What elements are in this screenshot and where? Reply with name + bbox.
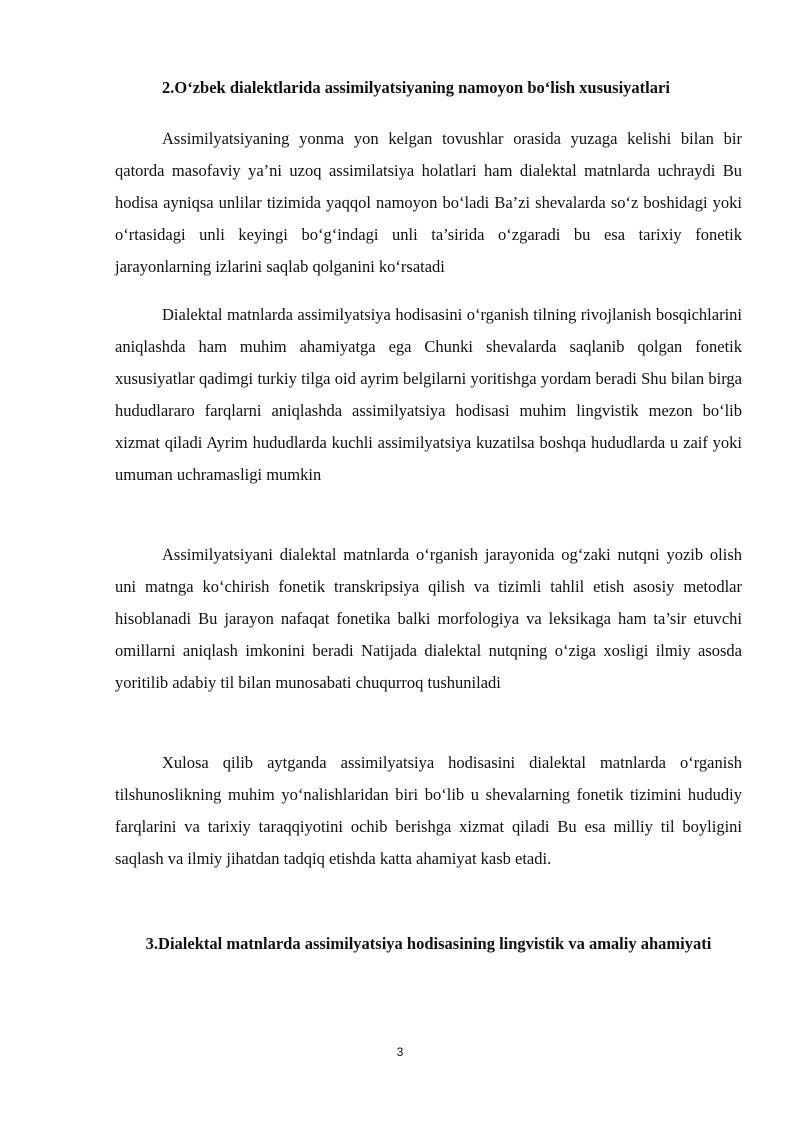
paragraph-4: Xulosa qilib aytganda assimilyatsiya hodisasini dialektal matnlarda o‘rganish tilshunoslikning muhim yo‘nalishlaridan biri bo‘lib u shevalarning fonetik tizimini hududiy farqlarini va tarixiy taraqqiyotini ochib berishga xizmat qiladi Bu esa milliy til boyligini saqlash va ilmiy jihatdan tadqiq etishda katta ahamiyat kasb etadi. xyxy=(115,753,742,868)
paragraph-1: Assimilyatsiyaning yonma yon kelgan tovushlar orasida yuzaga kelishi bilan bir qatorda masofaviy ya’ni uzoq assimilatsiya holatlari ham dialektal matnlarda uchraydi Bu hodisa ayniqsa unlilar tizimida yaqqol namoyon bo‘ladi Ba’zi shevalarda so‘z boshidagi yoki o‘rtasidagi unli keyingi bo‘g‘indagi unli ta’sirida o‘zgaradi bu esa tarixiy fonetik jarayonlarning izlarini saqlab qolganini ko‘rsatadi xyxy=(115,129,742,276)
paragraph-2: Dialektal matnlarda assimilyatsiya hodisasini o‘rganish tilning rivojlanish bosqichlarini aniqlashda ham muhim ahamiyatga ega Chunki shevalarda saqlanib qolgan fonetik xususiyatlar qadimgi turkiy tilga oid ayrim belgilarni yoritishga yordam beradi Shu bilan birga hududlararo farqlarni aniqlashda assimilyatsiya hodisasi muhim lingvistik mezon bo‘lib xizmat qiladi Ayrim hududlarda kuchli assimilyatsiya kuzatilsa boshqa hududlarda u zaif yoki umuman uchramasligi mumkin xyxy=(115,305,742,484)
section-2-heading: 2.O‘zbek dialektlarida assimilyatsiyaning namoyon bo‘lish xususiyatlari xyxy=(162,78,670,97)
section-3-heading: 3.Dialektal matnlarda assimilyatsiya hodisasining lingvistik va amaliy ahamiyati xyxy=(145,934,712,953)
page-number: 3 xyxy=(396,1045,404,1059)
paragraph-3: Assimilyatsiyani dialektal matnlarda o‘rganish jarayonida og‘zaki nutqni yozib olish uni matnga ko‘chirish fonetik transkripsiya qilish va tizimli tahlil etish asosiy metodlar hisoblanadi Bu jarayon nafaqat fonetika balki morfologiya va leksikaga ham ta’sir etuvchi omillarni aniqlash imkonini beradi Natijada dialektal nutqning o‘ziga xosligi ilmiy asosda yoritilib adabiy til bilan munosabati chuqurroq tushuniladi xyxy=(115,545,742,692)
